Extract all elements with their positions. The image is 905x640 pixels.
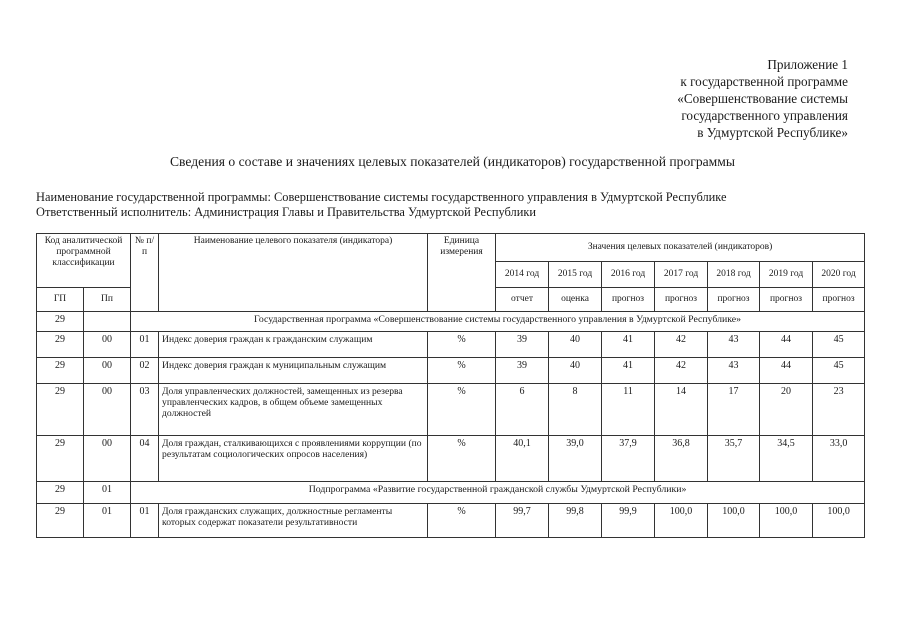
responsible-executor: Ответственный исполнитель: Администрация Главы и Правительства Удмуртской Республики xyxy=(36,204,536,219)
cell-value: 23 xyxy=(813,384,865,436)
header-status: отчет xyxy=(496,288,549,312)
cell-indicator-name: Индекс доверия граждан к гражданским служащим xyxy=(159,332,428,358)
cell-value: 40 xyxy=(549,358,602,384)
header-unit: Единица измерения xyxy=(428,234,496,312)
header-status: прогноз xyxy=(813,288,865,312)
cell-value: 42 xyxy=(655,358,708,384)
table-row xyxy=(37,504,865,538)
cell-indicator-name: Доля гражданских служащих, должностные регламенты которых содержат показатели результативности xyxy=(159,504,428,538)
cell-pp: 01 xyxy=(84,504,131,538)
cell-value: 100,0 xyxy=(708,504,760,538)
cell-number: 04 xyxy=(131,436,159,482)
document-title: Сведения о составе и значениях целевых показателей (индикаторов) государственной программы xyxy=(169,154,736,169)
cell-indicator-name: Доля управленческих должностей, замещенных из резерва управленческих кадров, в общем объеме замещенных должностей xyxy=(159,384,428,436)
header-year: 2020 год xyxy=(813,262,865,288)
cell-value: 100,0 xyxy=(813,504,865,538)
cell-gp: 29 xyxy=(37,436,84,482)
header-indicator-name: Наименование целевого показателя (индикатора) xyxy=(159,234,428,312)
table-row xyxy=(37,436,865,482)
cell-value: 100,0 xyxy=(655,504,708,538)
cell-value: 40,1 xyxy=(496,436,549,482)
section-title: Подпрограмма «Развитие государственной гражданской службы Удмуртской Республики» xyxy=(131,482,865,504)
cell-pp: 00 xyxy=(84,436,131,482)
table-row xyxy=(37,358,865,384)
cell-indicator-name: Индекс доверия граждан к муниципальным служащим xyxy=(159,358,428,384)
header-status: прогноз xyxy=(708,288,760,312)
header-values: Значения целевых показателей (индикаторов) xyxy=(496,234,865,262)
cell-value: 39 xyxy=(496,358,549,384)
appendix-line: «Совершенствование системы xyxy=(677,91,848,106)
header-year: 2019 год xyxy=(760,262,813,288)
cell-value: 40 xyxy=(549,332,602,358)
cell-number: 03 xyxy=(131,384,159,436)
appendix-line: Приложение 1 xyxy=(767,57,848,72)
cell-indicator-name: Доля граждан, сталкивающихся с проявлениями коррупции (по результатам социологических опросов населения) xyxy=(159,436,428,482)
cell-value: 37,9 xyxy=(602,436,655,482)
cell-gp: 29 xyxy=(37,384,84,436)
cell-value: 41 xyxy=(602,358,655,384)
cell-value: 14 xyxy=(655,384,708,436)
cell-value: 99,8 xyxy=(549,504,602,538)
cell-value: 44 xyxy=(760,332,813,358)
cell-value: 45 xyxy=(813,332,865,358)
header-year: 2017 год xyxy=(655,262,708,288)
cell-value: 39 xyxy=(496,332,549,358)
cell-number: 02 xyxy=(131,358,159,384)
appendix-line: государственного управления xyxy=(681,108,848,123)
header-gp: ГП xyxy=(37,288,84,312)
program-name: Наименование государственной программы: Совершенствование системы государственного управления в Удмуртской Республике xyxy=(36,190,727,204)
cell-value: 36,8 xyxy=(655,436,708,482)
cell-unit: % xyxy=(428,436,496,482)
cell-gp: 29 xyxy=(37,312,84,332)
header-pp: Пп xyxy=(84,288,131,312)
cell-number: 01 xyxy=(131,332,159,358)
cell-value: 99,7 xyxy=(496,504,549,538)
appendix-line: в Удмуртской Республике» xyxy=(697,125,848,140)
header-status: прогноз xyxy=(760,288,813,312)
cell-gp: 29 xyxy=(37,358,84,384)
cell-value: 6 xyxy=(496,384,549,436)
cell-value: 41 xyxy=(602,332,655,358)
table-row xyxy=(37,384,865,436)
cell-value: 33,0 xyxy=(813,436,865,482)
header-year: 2016 год xyxy=(602,262,655,288)
cell-value: 42 xyxy=(655,332,708,358)
indicators-table xyxy=(36,233,865,538)
program-meta xyxy=(36,190,727,219)
cell-value: 8 xyxy=(549,384,602,436)
cell-value: 35,7 xyxy=(708,436,760,482)
cell-value: 39,0 xyxy=(549,436,602,482)
section-title: Государственная программа «Совершенствование системы государственного управления в Удмуртской Республике» xyxy=(131,312,865,332)
header-year: 2018 год xyxy=(708,262,760,288)
cell-unit: % xyxy=(428,332,496,358)
cell-value: 34,5 xyxy=(760,436,813,482)
table-row xyxy=(37,332,865,358)
cell-pp: 01 xyxy=(84,482,131,504)
cell-value: 43 xyxy=(708,332,760,358)
cell-value: 20 xyxy=(760,384,813,436)
cell-value: 45 xyxy=(813,358,865,384)
cell-gp: 29 xyxy=(37,332,84,358)
cell-value: 100,0 xyxy=(760,504,813,538)
section-row-program xyxy=(37,312,865,332)
section-row-subprogram xyxy=(37,482,865,504)
cell-gp: 29 xyxy=(37,482,84,504)
cell-value: 44 xyxy=(760,358,813,384)
cell-value: 99,9 xyxy=(602,504,655,538)
cell-number: 01 xyxy=(131,504,159,538)
cell-pp: 00 xyxy=(84,332,131,358)
cell-pp: 00 xyxy=(84,384,131,436)
appendix-line: к государственной программе xyxy=(680,74,848,89)
cell-value: 11 xyxy=(602,384,655,436)
header-status: прогноз xyxy=(655,288,708,312)
header-year: 2014 год xyxy=(496,262,549,288)
header-status: оценка xyxy=(549,288,602,312)
cell-value: 17 xyxy=(708,384,760,436)
cell-value: 43 xyxy=(708,358,760,384)
cell-pp: 00 xyxy=(84,358,131,384)
header-number: № п/п xyxy=(131,234,159,312)
cell-unit: % xyxy=(428,504,496,538)
appendix-block xyxy=(677,56,848,141)
header-year: 2015 год xyxy=(549,262,602,288)
header-code: Код аналитической программной классификации xyxy=(37,234,131,288)
cell-unit: % xyxy=(428,384,496,436)
cell-gp: 29 xyxy=(37,504,84,538)
cell-pp xyxy=(84,312,131,332)
header-status: прогноз xyxy=(602,288,655,312)
cell-unit: % xyxy=(428,358,496,384)
